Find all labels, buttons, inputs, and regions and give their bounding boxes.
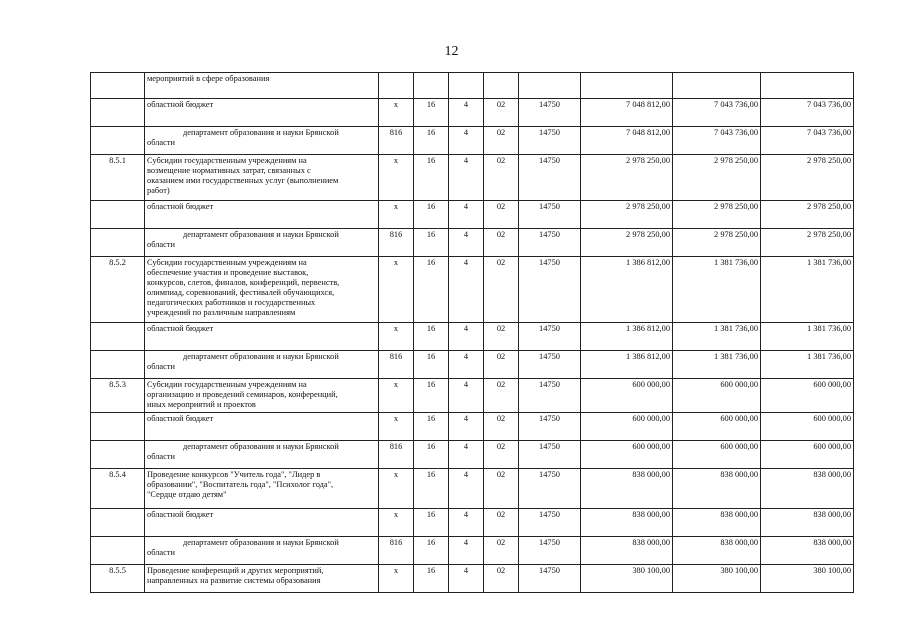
grbs-code-cell: x — [379, 565, 414, 593]
amount-year3-cell: 838 000,00 — [761, 509, 854, 537]
grbs-code-cell: x — [379, 99, 414, 127]
amount-year3-cell: 7 043 736,00 — [761, 99, 854, 127]
grbs-code-cell: x — [379, 413, 414, 441]
table-row — [91, 469, 854, 509]
expense-type-cell: 14750 — [519, 413, 581, 441]
item-name-line: возмещение нормативных затрат, связанных с — [147, 166, 311, 175]
item-number-cell — [91, 127, 145, 155]
target-article-cell: 02 — [484, 441, 519, 469]
expense-type-cell: 14750 — [519, 155, 581, 201]
table-row — [91, 537, 854, 565]
item-name-line: мероприятий в сфере образования — [147, 74, 270, 83]
target-article-cell: 02 — [484, 229, 519, 257]
item-name-cell — [145, 351, 379, 379]
grbs-code-cell: 816 — [379, 351, 414, 379]
table-row — [91, 509, 854, 537]
item-name-line: области — [147, 240, 175, 249]
grbs-code-cell: 816 — [379, 537, 414, 565]
amount-year1-cell: 7 048 812,00 — [581, 127, 673, 155]
section-code-cell: 16 — [414, 509, 449, 537]
subsection-code-cell: 4 — [449, 469, 484, 509]
subsection-code-cell: 4 — [449, 229, 484, 257]
subsection-code-cell: 4 — [449, 379, 484, 413]
target-article-cell: 02 — [484, 351, 519, 379]
target-article-cell: 02 — [484, 379, 519, 413]
subsection-code-cell: 4 — [449, 351, 484, 379]
item-name-line: области — [147, 362, 175, 371]
section-code-cell: 16 — [414, 565, 449, 593]
expense-type-cell: 14750 — [519, 257, 581, 323]
item-name-line: области — [147, 452, 175, 461]
target-article-cell: 02 — [484, 201, 519, 229]
item-name-line: организацию и проведений семинаров, конференций, — [147, 390, 338, 399]
item-name-line: направленных на развитие системы образования — [147, 576, 321, 585]
table-row — [91, 441, 854, 469]
item-number-cell: 8.5.2 — [91, 257, 145, 323]
amount-year3-cell: 2 978 250,00 — [761, 155, 854, 201]
amount-year2-cell: 600 000,00 — [673, 379, 761, 413]
grbs-code-cell: x — [379, 257, 414, 323]
amount-year1-cell: 600 000,00 — [581, 379, 673, 413]
amount-year1-cell: 838 000,00 — [581, 469, 673, 509]
item-name-cell — [145, 257, 379, 323]
item-name-line: олимпиад, соревнований, фестивалей обучающихся, — [147, 288, 335, 297]
amount-year1-cell: 380 100,00 — [581, 565, 673, 593]
item-name-line: Субсидии государственным учреждениям на — [147, 156, 307, 165]
target-article-cell: 02 — [484, 469, 519, 509]
target-article-cell: 02 — [484, 99, 519, 127]
item-number-cell — [91, 413, 145, 441]
item-name-line: Субсидии государственным учреждениям на — [147, 258, 307, 267]
grbs-code-cell: x — [379, 201, 414, 229]
expense-type-cell: 14750 — [519, 229, 581, 257]
section-code-cell: 16 — [414, 257, 449, 323]
amount-year2-cell: 7 043 736,00 — [673, 99, 761, 127]
item-name-line: областной бюджет — [147, 100, 214, 109]
subsection-code-cell: 4 — [449, 201, 484, 229]
amount-year3-cell: 7 043 736,00 — [761, 127, 854, 155]
item-name-line: департамент образования и науки Брянской — [183, 442, 339, 451]
amount-year3-cell: 838 000,00 — [761, 537, 854, 565]
item-number-cell: 8.5.4 — [91, 469, 145, 509]
item-name-line: департамент образования и науки Брянской — [183, 352, 339, 361]
amount-year2-cell: 2 978 250,00 — [673, 229, 761, 257]
amount-year1-cell: 2 978 250,00 — [581, 155, 673, 201]
subsection-code-cell: 4 — [449, 127, 484, 155]
item-number-cell — [91, 509, 145, 537]
grbs-code-cell: 816 — [379, 229, 414, 257]
section-code-cell: 16 — [414, 379, 449, 413]
item-name-cell — [145, 127, 379, 155]
subsection-code-cell: 4 — [449, 257, 484, 323]
amount-year2-cell: 1 381 736,00 — [673, 351, 761, 379]
item-name-line: области — [147, 548, 175, 557]
table-row — [91, 73, 854, 99]
item-number-cell — [91, 323, 145, 351]
amount-year3-cell: 380 100,00 — [761, 565, 854, 593]
section-code-cell: 16 — [414, 537, 449, 565]
target-article-cell: 02 — [484, 413, 519, 441]
amount-year2-cell: 1 381 736,00 — [673, 323, 761, 351]
expense-type-cell: 14750 — [519, 201, 581, 229]
item-name-line: областной бюджет — [147, 414, 214, 423]
item-name-cell — [145, 323, 379, 351]
target-article-cell: 02 — [484, 509, 519, 537]
amount-year3-cell: 600 000,00 — [761, 379, 854, 413]
section-code-cell: 16 — [414, 201, 449, 229]
item-name-cell — [145, 469, 379, 509]
amount-year1-cell: 7 048 812,00 — [581, 99, 673, 127]
item-name-line: педагогических работников и государственных — [147, 298, 316, 307]
item-number-cell: 8.5.3 — [91, 379, 145, 413]
amount-year2-cell: 838 000,00 — [673, 537, 761, 565]
amount-year3-cell: 600 000,00 — [761, 441, 854, 469]
table-row — [91, 229, 854, 257]
table-body — [91, 73, 854, 593]
item-number-cell — [91, 537, 145, 565]
grbs-code-cell: x — [379, 509, 414, 537]
item-name-cell — [145, 201, 379, 229]
subsection-code-cell: 4 — [449, 537, 484, 565]
amount-year1-cell: 2 978 250,00 — [581, 229, 673, 257]
item-number-cell — [91, 73, 145, 99]
amount-year1-cell: 1 386 812,00 — [581, 257, 673, 323]
table-row — [91, 99, 854, 127]
amount-year1-cell: 838 000,00 — [581, 509, 673, 537]
item-name-line: областной бюджет — [147, 510, 214, 519]
item-name-line: образовании", "Воспитатель года", "Психолог года", — [147, 480, 334, 489]
expense-type-cell: 14750 — [519, 537, 581, 565]
item-name-line: "Сердце отдаю детям" — [147, 490, 227, 499]
item-number-cell — [91, 201, 145, 229]
section-code-cell: 16 — [414, 441, 449, 469]
amount-year2-cell: 838 000,00 — [673, 509, 761, 537]
amount-year2-cell: 600 000,00 — [673, 413, 761, 441]
grbs-code-cell: x — [379, 469, 414, 509]
expense-type-cell: 14750 — [519, 99, 581, 127]
table-row — [91, 155, 854, 201]
item-name-cell — [145, 537, 379, 565]
item-name-line: учреждений по различным направлениям — [147, 308, 296, 317]
amount-year1-cell: 1 386 812,00 — [581, 351, 673, 379]
subsection-code-cell: 4 — [449, 441, 484, 469]
item-name-cell — [145, 155, 379, 201]
amount-year2-cell: 838 000,00 — [673, 469, 761, 509]
grbs-code-cell: 816 — [379, 127, 414, 155]
grbs-code-cell: x — [379, 155, 414, 201]
grbs-code-cell — [379, 73, 414, 99]
expense-type-cell: 14750 — [519, 379, 581, 413]
amount-year1-cell: 2 978 250,00 — [581, 201, 673, 229]
page-number: 12 — [444, 44, 459, 59]
item-name-line: областной бюджет — [147, 202, 214, 211]
item-name-line: департамент образования и науки Брянской — [183, 230, 339, 239]
item-number-cell — [91, 99, 145, 127]
amount-year3-cell: 838 000,00 — [761, 469, 854, 509]
section-code-cell: 16 — [414, 323, 449, 351]
table-row — [91, 413, 854, 441]
section-code-cell — [414, 73, 449, 99]
expense-type-cell: 14750 — [519, 565, 581, 593]
amount-year1-cell — [581, 73, 673, 99]
subsection-code-cell: 4 — [449, 509, 484, 537]
amount-year2-cell: 7 043 736,00 — [673, 127, 761, 155]
item-name-line: иных мероприятий и проектов — [147, 400, 256, 409]
target-article-cell: 02 — [484, 323, 519, 351]
section-code-cell: 16 — [414, 413, 449, 441]
target-article-cell: 02 — [484, 257, 519, 323]
amount-year2-cell: 1 381 736,00 — [673, 257, 761, 323]
item-name-cell — [145, 441, 379, 469]
amount-year3-cell — [761, 73, 854, 99]
target-article-cell — [484, 73, 519, 99]
target-article-cell: 02 — [484, 537, 519, 565]
section-code-cell: 16 — [414, 155, 449, 201]
amount-year2-cell — [673, 73, 761, 99]
section-code-cell: 16 — [414, 229, 449, 257]
table-row — [91, 351, 854, 379]
table-row — [91, 565, 854, 593]
item-number-cell — [91, 229, 145, 257]
amount-year3-cell: 600 000,00 — [761, 413, 854, 441]
section-code-cell: 16 — [414, 127, 449, 155]
item-name-line: областной бюджет — [147, 324, 214, 333]
item-number-cell: 8.5.1 — [91, 155, 145, 201]
expense-type-cell: 14750 — [519, 323, 581, 351]
amount-year2-cell: 2 978 250,00 — [673, 155, 761, 201]
amount-year1-cell: 600 000,00 — [581, 441, 673, 469]
item-name-cell — [145, 73, 379, 99]
amount-year2-cell: 380 100,00 — [673, 565, 761, 593]
amount-year3-cell: 1 381 736,00 — [761, 323, 854, 351]
subsection-code-cell: 4 — [449, 323, 484, 351]
amount-year1-cell: 1 386 812,00 — [581, 323, 673, 351]
expense-type-cell: 14750 — [519, 441, 581, 469]
item-name-line: Проведение конкурсов "Учитель года", "Лидер в — [147, 470, 321, 479]
item-name-line: департамент образования и науки Брянской — [183, 538, 339, 547]
target-article-cell: 02 — [484, 127, 519, 155]
amount-year2-cell: 600 000,00 — [673, 441, 761, 469]
amount-year2-cell: 2 978 250,00 — [673, 201, 761, 229]
section-code-cell: 16 — [414, 351, 449, 379]
subsection-code-cell — [449, 73, 484, 99]
item-name-line: работ) — [147, 186, 170, 195]
item-name-line: обеспечение участия и проведение выставок, — [147, 268, 309, 277]
item-name-cell — [145, 229, 379, 257]
target-article-cell: 02 — [484, 155, 519, 201]
section-code-cell: 16 — [414, 469, 449, 509]
table-row — [91, 257, 854, 323]
subsection-code-cell: 4 — [449, 413, 484, 441]
subsection-code-cell: 4 — [449, 155, 484, 201]
item-number-cell — [91, 351, 145, 379]
item-name-line: конкурсов, слетов, финалов, конференций, первенств, — [147, 278, 340, 287]
budget-table — [90, 72, 854, 593]
expense-type-cell: 14750 — [519, 127, 581, 155]
item-name-cell — [145, 565, 379, 593]
item-name-line: оказанием ими государственных услуг (выполнением — [147, 176, 339, 185]
item-name-cell — [145, 379, 379, 413]
table-row — [91, 379, 854, 413]
item-name-cell — [145, 99, 379, 127]
amount-year3-cell: 2 978 250,00 — [761, 201, 854, 229]
item-number-cell: 8.5.5 — [91, 565, 145, 593]
grbs-code-cell: x — [379, 379, 414, 413]
amount-year3-cell: 1 381 736,00 — [761, 257, 854, 323]
expense-type-cell: 14750 — [519, 351, 581, 379]
expense-type-cell: 14750 — [519, 509, 581, 537]
item-name-cell — [145, 413, 379, 441]
target-article-cell: 02 — [484, 565, 519, 593]
amount-year1-cell: 600 000,00 — [581, 413, 673, 441]
grbs-code-cell: 816 — [379, 441, 414, 469]
item-name-line: Проведение конференций и других мероприятий, — [147, 566, 324, 575]
section-code-cell: 16 — [414, 99, 449, 127]
expense-type-cell — [519, 73, 581, 99]
grbs-code-cell: x — [379, 323, 414, 351]
table-row — [91, 323, 854, 351]
subsection-code-cell: 4 — [449, 565, 484, 593]
subsection-code-cell: 4 — [449, 99, 484, 127]
item-name-line: Субсидии государственным учреждениям на — [147, 380, 307, 389]
item-name-line: области — [147, 138, 175, 147]
table-row — [91, 201, 854, 229]
amount-year1-cell: 838 000,00 — [581, 537, 673, 565]
item-name-line: департамент образования и науки Брянской — [183, 128, 339, 137]
table-row — [91, 127, 854, 155]
item-name-cell — [145, 509, 379, 537]
item-number-cell — [91, 441, 145, 469]
amount-year3-cell: 1 381 736,00 — [761, 351, 854, 379]
amount-year3-cell: 2 978 250,00 — [761, 229, 854, 257]
expense-type-cell: 14750 — [519, 469, 581, 509]
